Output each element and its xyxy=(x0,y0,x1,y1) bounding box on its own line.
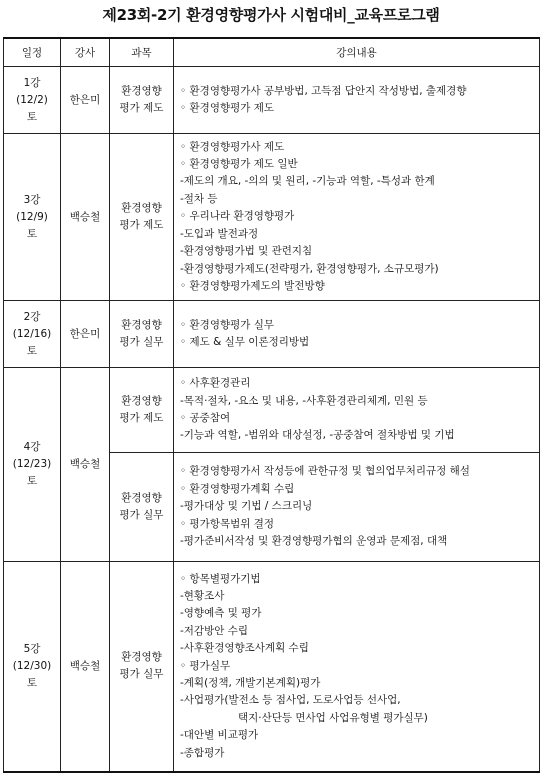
content-cell xyxy=(174,134,540,301)
content-line: -평가준비서작성 및 환경영향평가협의 운영과 문제점, 대책 xyxy=(180,535,448,548)
table-row xyxy=(4,67,540,134)
subject-cell: 환경영향 평가 제도 xyxy=(110,134,174,301)
content-line: ◦ 환경영향평가 제도 일반 xyxy=(180,158,298,171)
content-line: -사후환경영향조사계획 수립 xyxy=(180,642,309,655)
header-instructor: 강사 xyxy=(61,38,110,67)
content-line: -기능과 역할, -범위와 대상설정, -공중참여 절차방법 및 기법 xyxy=(180,429,455,442)
content-line: ◦ 환경영향평가사 제도 xyxy=(180,140,285,153)
date-cell: 4강 (12/23) 토 xyxy=(4,368,61,562)
content-line: ◦ 환경영향평가 실무 xyxy=(180,318,275,331)
content-line: ◦ 제도 & 실무 이론정리방법 xyxy=(180,336,310,348)
content-line: ◦ 환경영향평가제도의 발전방향 xyxy=(180,279,325,292)
date-cell: 3강 (12/9) 토 xyxy=(4,134,61,301)
content-cell xyxy=(174,368,540,453)
subject-cell: 환경영향 평가 제도 xyxy=(110,67,174,134)
content-line: ◦ 환경영향평가 제도 xyxy=(180,102,275,114)
date-cell: 2강 (12/16) 토 xyxy=(4,301,61,368)
content-line: -환경영향평가법 및 관련지침 xyxy=(180,245,313,258)
content-line: -저감방안 수립 xyxy=(180,624,248,637)
content-line: 택지·산단등 면사업 사업유형별 평가실무) xyxy=(238,711,428,724)
content-line: ◦ 사후환경관리 xyxy=(180,377,251,390)
content-line: ◦ 평가실무 xyxy=(180,659,231,672)
content-line: ◦ 우리나라 환경영향평가 xyxy=(180,210,295,223)
header-subject: 과목 xyxy=(110,38,174,67)
date-cell: 5강 (12/30) 토 xyxy=(4,562,61,772)
instructor-cell: 백승철 xyxy=(61,134,110,301)
content-line: -현황조사 xyxy=(180,589,225,602)
content-line: -대안별 비교평가 xyxy=(180,729,259,742)
content-line: -평가대상 및 기법 / 스크리닝 xyxy=(180,500,313,513)
content-line: -제도의 개요, -의의 및 원리, -기능과 역할, -특성과 한계 xyxy=(180,175,435,188)
table-row xyxy=(4,134,540,301)
date-cell: 1강 (12/2) 토 xyxy=(4,67,61,134)
subject-cell: 환경영향 평가 실무 xyxy=(110,301,174,368)
instructor-cell: 백승철 xyxy=(61,562,110,772)
program-table xyxy=(3,37,540,773)
content-line: ◦ 환경영향평가서 작성등에 관한규정 및 협의업무처리규정 해설 xyxy=(180,465,470,478)
content-cell xyxy=(174,453,540,562)
page-title: 제23회-2기 환경영향평가사 시험대비_교육프로그램 xyxy=(102,6,440,24)
content-line: ◦ 공중참여 xyxy=(180,412,231,424)
subject-cell: 환경영향 평가 실무 xyxy=(110,562,174,772)
subject-cell: 환경영향 평가 제도 xyxy=(110,368,174,453)
content-line: -절차 등 xyxy=(180,192,218,205)
content-line: ◦ 환경영향평가계획 수립 xyxy=(180,482,295,495)
content-line: -환경영향평가제도(전략평가, 환경영향평가, 소규모평가) xyxy=(180,262,439,275)
content-line: -목적·절차, -요소 및 내용, -사후환경관리체계, 민원 등 xyxy=(180,394,428,407)
header-content: 강의내용 xyxy=(174,38,540,67)
table-header-row xyxy=(4,38,540,67)
content-line: -도입과 발전과정 xyxy=(180,227,259,240)
header-date: 일정 xyxy=(4,38,61,67)
content-line: ◦ 항목별평가기법 xyxy=(180,572,261,585)
table-row xyxy=(4,368,540,453)
content-cell xyxy=(174,67,540,134)
subject-cell: 환경영향 평가 실무 xyxy=(110,453,174,562)
content-cell xyxy=(174,562,540,772)
content-line: -계획(정책, 개발기본계획)평가 xyxy=(180,676,321,689)
content-line: ◦ 평가항목범위 결정 xyxy=(180,517,275,530)
instructor-cell: 한은미 xyxy=(61,67,110,134)
content-line: -영향예측 및 평가 xyxy=(180,607,262,620)
content-line: -종합평가 xyxy=(180,746,225,759)
instructor-cell: 한은미 xyxy=(61,301,110,368)
content-cell xyxy=(174,301,540,368)
content-line: ◦ 환경영향평가사 공부방법, 고득점 답안지 작성방법, 출제경향 xyxy=(180,84,467,97)
table-row xyxy=(4,301,540,368)
table-row xyxy=(4,562,540,772)
instructor-cell: 백승철 xyxy=(61,368,110,562)
content-line: -사업평가(발전소 등 점사업, 도로사업등 선사업, xyxy=(180,694,401,707)
